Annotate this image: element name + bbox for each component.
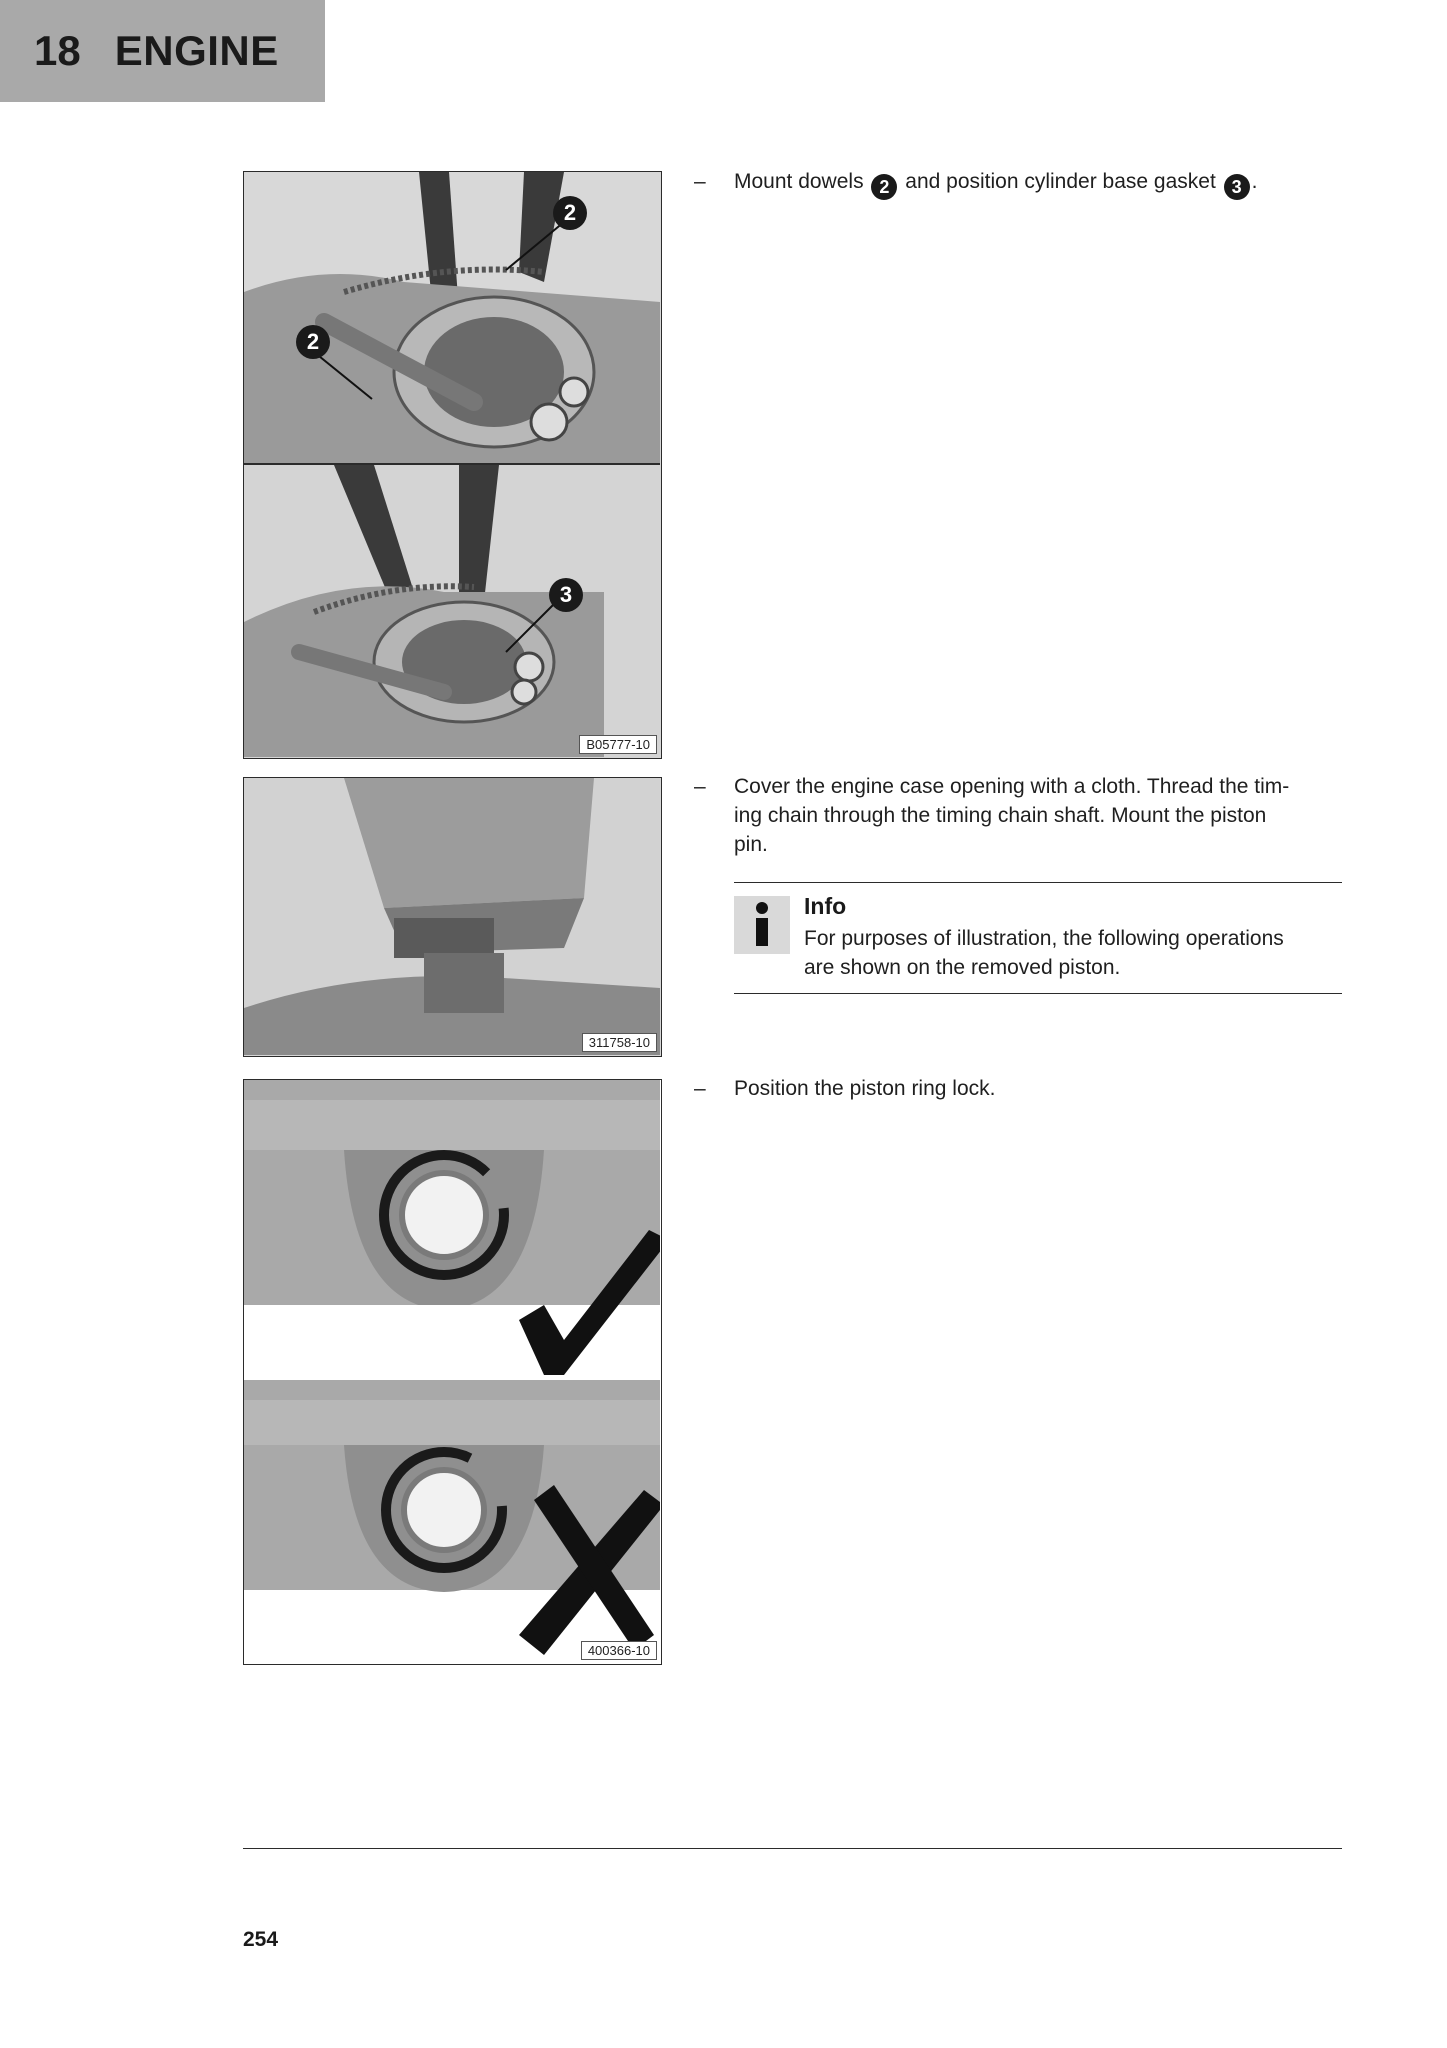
step-text: . bbox=[1251, 170, 1258, 193]
figure-code: 400366-10 bbox=[581, 1641, 657, 1660]
callout-marker: 2 bbox=[871, 174, 897, 200]
figure-ring-lock bbox=[243, 1079, 662, 1665]
step-dash: – bbox=[694, 1077, 706, 1100]
step-dash: – bbox=[694, 775, 706, 798]
info-title: Info bbox=[804, 893, 847, 919]
page-number: 254 bbox=[243, 1928, 279, 1951]
step-text: Position the piston ring lock. bbox=[734, 1077, 996, 1100]
callout-marker: 2 bbox=[296, 325, 330, 359]
figure-code: B05777-10 bbox=[579, 735, 657, 754]
figure-code: 311758-10 bbox=[582, 1033, 657, 1052]
step-text-line: Cover the engine case opening with a cloth. Thread the tim- bbox=[734, 775, 1290, 798]
step-text: Mount dowels bbox=[734, 170, 864, 193]
figure-piston-pin bbox=[243, 777, 662, 1057]
info-icon bbox=[734, 896, 790, 954]
piston-photo-illustration bbox=[244, 778, 660, 1055]
callout-marker: 2 bbox=[553, 196, 587, 230]
info-text-line: For purposes of illustration, the following operations bbox=[804, 927, 1284, 950]
chapter-header bbox=[0, 0, 325, 102]
step-text: and position cylinder base gasket bbox=[905, 170, 1216, 193]
info-text-line: are shown on the removed piston. bbox=[804, 956, 1121, 979]
engine-photo-illustration bbox=[244, 172, 660, 757]
ring-lock-illustration bbox=[244, 1080, 660, 1663]
info-glyph-icon bbox=[747, 902, 777, 948]
step-mount-dowels bbox=[694, 167, 1344, 200]
step-dash: – bbox=[694, 170, 706, 193]
footer-divider bbox=[243, 1848, 1342, 1849]
callout-marker: 3 bbox=[1224, 174, 1250, 200]
step-text-line: ing chain through the timing chain shaft. Mount the piston bbox=[734, 804, 1267, 827]
info-box bbox=[734, 882, 1342, 994]
info-text bbox=[804, 924, 1334, 982]
step-position-ring-lock bbox=[694, 1074, 1344, 1103]
step-text-line: pin. bbox=[734, 833, 768, 856]
chapter-title: ENGINE bbox=[114, 27, 279, 74]
figure-dowels-gasket bbox=[243, 171, 662, 759]
callout-marker: 3 bbox=[549, 578, 583, 612]
chapter-number: 18 bbox=[34, 27, 81, 74]
step-cover-opening bbox=[694, 772, 1344, 859]
